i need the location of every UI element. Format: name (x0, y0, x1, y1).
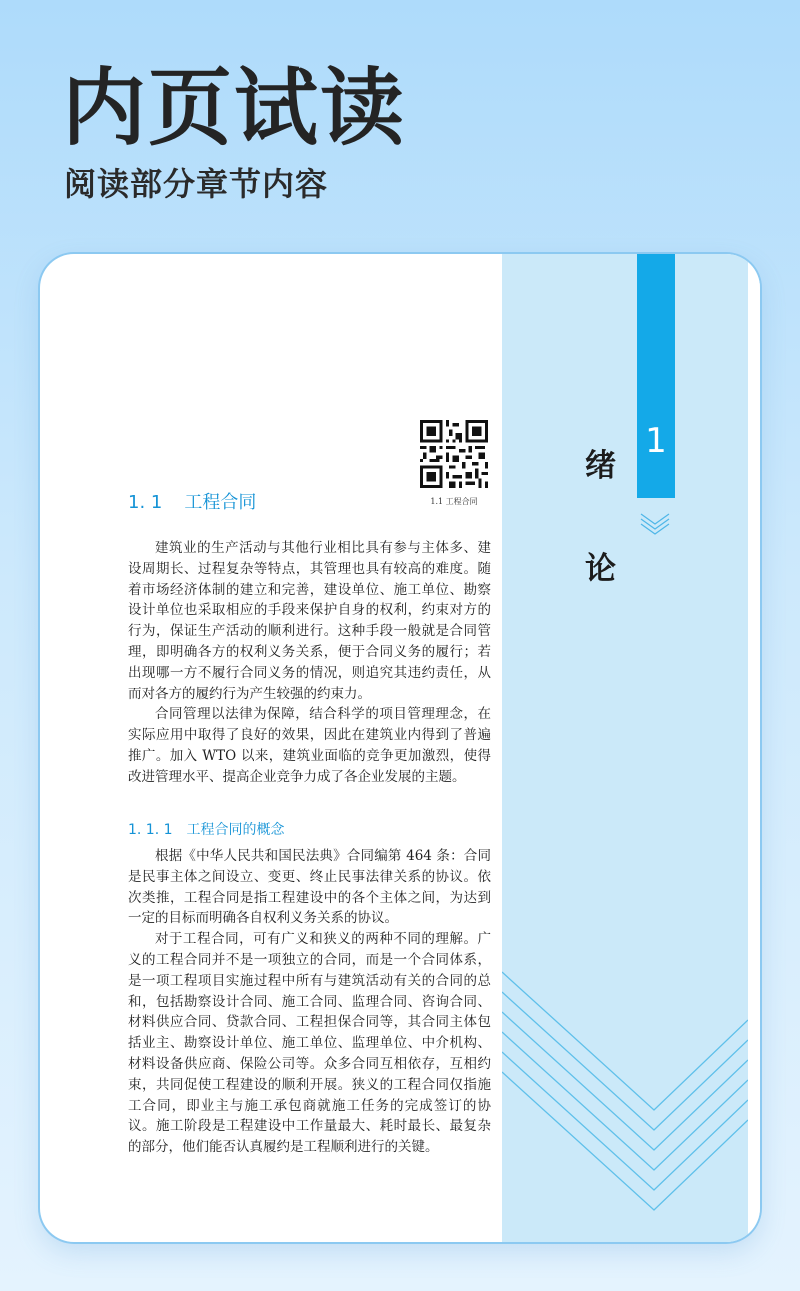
page-edge (748, 254, 760, 1242)
page-subtitle: 阅读部分章节内容 (64, 165, 329, 203)
book-page-preview (40, 254, 760, 1242)
chevron-down-icon (639, 512, 671, 538)
chapter-number: 1 (645, 421, 667, 461)
section-number: 1. 1 (128, 492, 163, 513)
paragraph: 合同管理以法律为保障，结合科学的项目管理理念，在实际应用中取得了良好的效果，因此在建筑业内得到了普遍推广。加入 WTO 以来，建筑业面临的竞争更加激烈，使得改进管理水平、提高企业竞争力成了各企业发展的主题。 (128, 706, 491, 785)
subsection-number: 1. 1. 1 (128, 822, 173, 838)
subsection-heading (128, 823, 285, 837)
qr-code-icon (420, 420, 488, 488)
section-title: 工程合同 (184, 492, 257, 513)
subsection-title: 工程合同的概念 (186, 822, 285, 838)
section-body (128, 538, 491, 788)
paragraph: 根据《中华人民共和国民法典》合同编第 464 条：合同是民事主体之间设立、变更、终止民事法律关系的协议。依次类推，工程合同是指工程建设中的各个主体之间，为达到一定的目标而明确各自权利义务关系的协议。 (128, 848, 491, 927)
chapter-title-char-1: 绪 (585, 448, 616, 484)
page-title: 内页试读 (62, 59, 407, 157)
qr-caption: 1.1 工程合同 (430, 497, 478, 506)
paragraph: 对于工程合同，可有广义和狭义的两种不同的理解。广义的工程合同并不是一项独立的合同，而是一个合同体系，是一项工程项目实施过程中所有与建筑活动有关的合同的总和，包括勘察设计合同、施工合同、监理合同、咨询合同、材料供应合同、贷款合同、工程担保合同等，其合同主体包括业主、勘察设计单位、施工单位、监理单位、中介机构、材料设备供应商、保险公司等。众多合同互相依存，互相约束，共同促使工程建设的顺利开展。狭义的工程合同仅指施工合同，即业主与施工承包商就施工任务的完成签订的协议。施工阶段是工程建设中工作量最大、耗时最长、最复杂的部分，他们能否认真履约是工程顺利进行的关键。 (128, 931, 491, 1156)
chapter-title-char-2: 论 (585, 551, 616, 587)
paragraph: 建筑业的生产活动与其他行业相比具有参与主体多、建设周期长、过程复杂等特点，其管理也具有较高的难度。随着市场经济体制的建立和完善，建设单位、施工单位、勘察设计单位也采取相应的手段来保护自身的权利，约束对方的行为，保证生产活动的顺利进行。这种手段一般就是合同管理，即明确各方的权利义务关系，便于合同义务的履行；若出现哪一方不履行合同义务的情况，则追究其违约责任，从而对各方的履约行为产生较强的约束力。 (128, 540, 491, 702)
section-heading (128, 494, 256, 512)
decorative-chevron-lines (502, 954, 748, 1242)
chapter-tab (637, 254, 675, 498)
subsection-body (128, 846, 491, 1158)
